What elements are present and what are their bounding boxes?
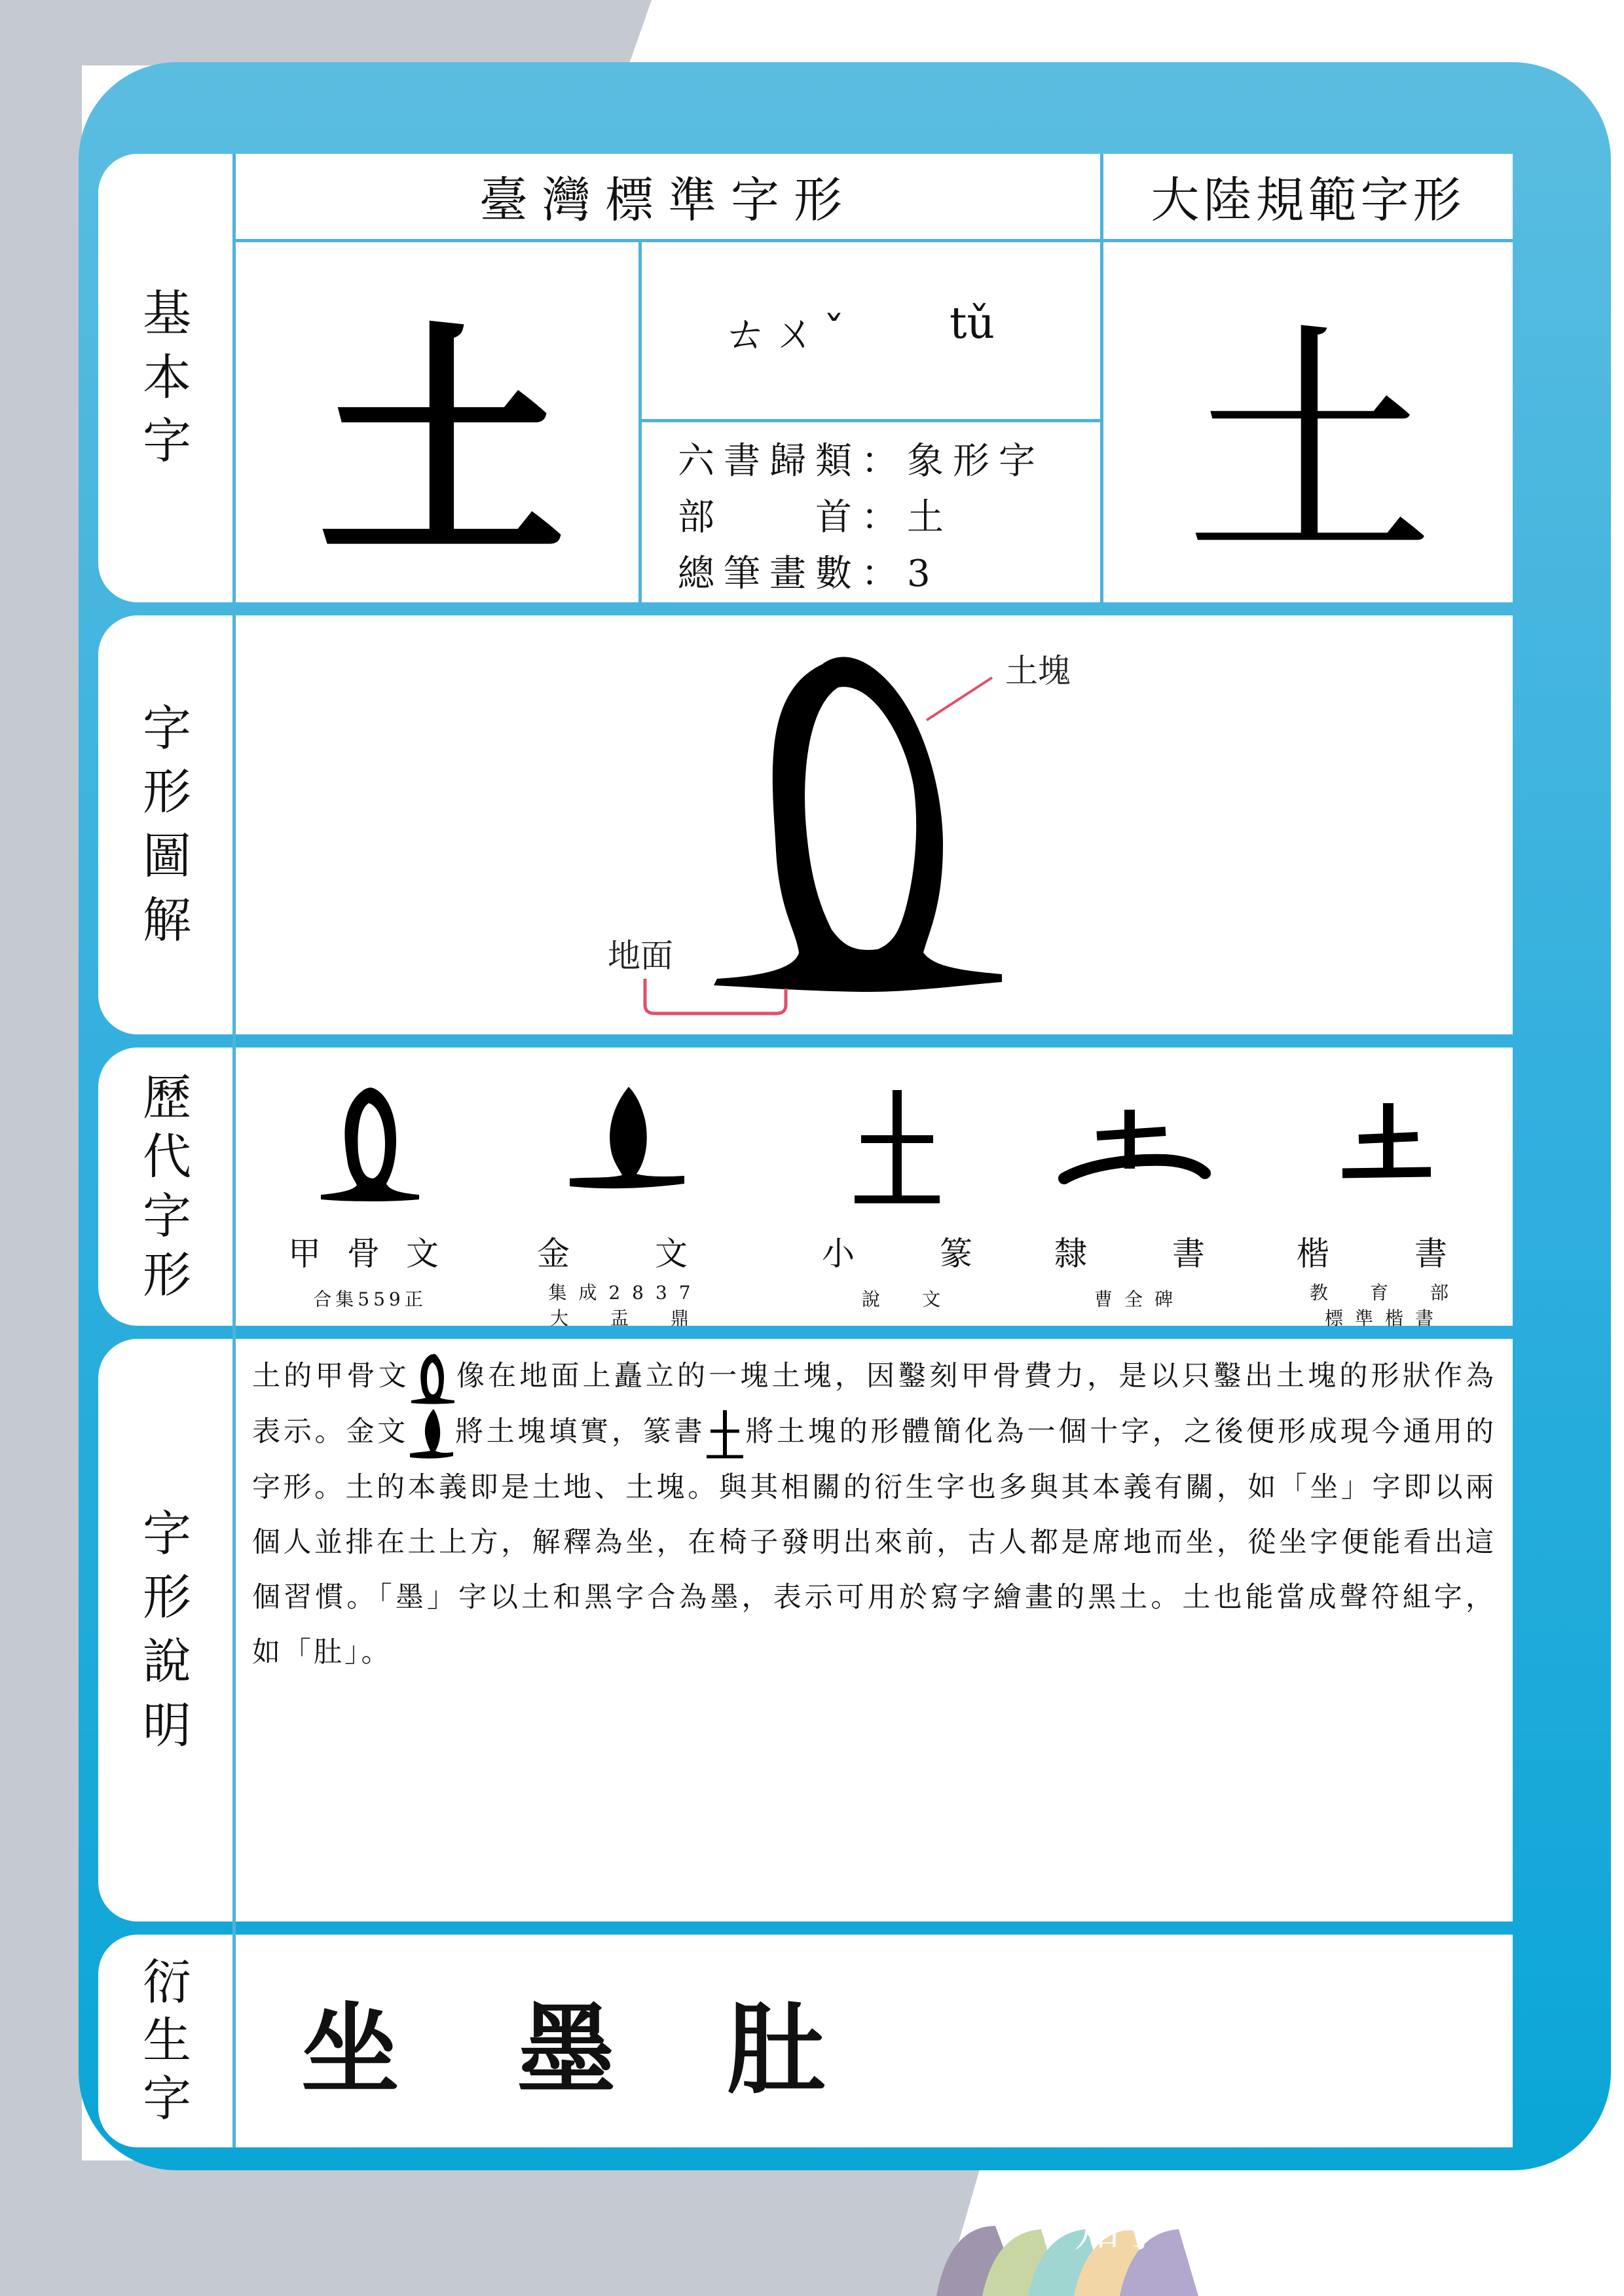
label-char: 基 [143, 285, 191, 342]
script-source: 合集559正 [313, 1288, 427, 1310]
watermark: 知乎 @分享漢字的智慧 [1074, 2203, 1547, 2257]
script-source: 大 盂 鼎 [549, 1307, 701, 1330]
taiwan-character: 土 [318, 299, 566, 592]
script-source: 說 文 [861, 1288, 952, 1310]
zhuyin: ㄊㄨˇ [724, 308, 851, 358]
header-taiwan: 臺灣標準字形 [479, 172, 857, 228]
evolution-seal [822, 1228, 999, 1312]
derived-char: 坐 [301, 1994, 400, 2107]
script-source: 曹全碑 [1094, 1288, 1185, 1310]
script-source: 集成2837 [548, 1282, 703, 1303]
label-char: 字 [143, 413, 191, 470]
explanation-part: 將土塊填實，篆書 [454, 1415, 706, 1448]
evolution-oracle [288, 1228, 465, 1312]
label-char: 本 [143, 349, 191, 406]
label-char: 衍 [143, 1954, 191, 2011]
label-char: 形 [143, 1247, 191, 1303]
info-radical: 部 首：土 [678, 496, 953, 539]
script-name: 小 篆 [822, 1235, 999, 1273]
derived-char: 墨 [517, 1994, 616, 2107]
label-char: 說 [143, 1633, 191, 1690]
inline-seal-glyph [705, 1408, 745, 1460]
explanation-part: 像在地面上矗立的一塊土塊，因鑿刻甲骨費力，是以只鑿出土塊的形狀作為表示。金文 [252, 1360, 1497, 1448]
label-char: 生 [143, 2013, 191, 2069]
header-mainland: 大陸規範字形 [1151, 172, 1466, 228]
label-char: 形 [143, 1569, 191, 1626]
annotation-ground: 地面 [608, 937, 673, 975]
script-name: 甲骨文 [288, 1235, 465, 1273]
inline-oracle-glyph [410, 1352, 456, 1404]
explanation-part: 土的甲骨文 [252, 1360, 410, 1393]
inline-bronze-glyph [409, 1408, 454, 1460]
script-source: 標準楷書 [1324, 1307, 1445, 1330]
label-char: 明 [143, 1697, 191, 1754]
label-char: 代 [143, 1129, 191, 1186]
label-char: 字 [143, 2070, 191, 2127]
label-char: 字 [143, 700, 191, 757]
label-char: 形 [143, 764, 191, 821]
evolution-bronze [527, 1228, 724, 1331]
explanation-text [252, 1349, 1496, 1680]
label-char: 字 [143, 1505, 191, 1562]
evolution-clerical [1054, 1228, 1231, 1312]
script-name: 楷 書 [1297, 1235, 1473, 1273]
info-strokes: 總筆畫數：3 [678, 553, 940, 595]
label-char: 字 [143, 1188, 191, 1245]
annotation-clod: 土塊 [1005, 652, 1071, 690]
label-char: 歷 [143, 1069, 191, 1126]
evolution-regular [1287, 1228, 1483, 1331]
pinyin: tǔ [950, 298, 995, 348]
mainland-character: 土 [1185, 302, 1434, 592]
label-char: 圖 [143, 828, 191, 884]
explanation-part: 將土塊的形體簡化為一個十字，之後便形成現今通用的字形。土的本義即是土地、土塊。與其相關的衍生字也多與其本義有關，如「坐」字即以兩個人並排在土上方，解釋為坐，在椅子發明出來前，古人都是席地而坐，從坐字便能看出這個習慣。「墨」字以土和黑字合為墨，表示可用於寫字繪畫的黑土。土也能當成聲符組字，如「肚」。 [252, 1415, 1497, 1669]
script-name: 金 文 [537, 1235, 714, 1273]
derived-char: 肚 [727, 1994, 826, 2107]
info-category: 六書歸類：象形字 [678, 440, 1044, 483]
script-name: 隸 書 [1054, 1235, 1231, 1273]
script-source: 教 育 部 [1309, 1282, 1460, 1303]
label-char: 解 [143, 892, 191, 949]
